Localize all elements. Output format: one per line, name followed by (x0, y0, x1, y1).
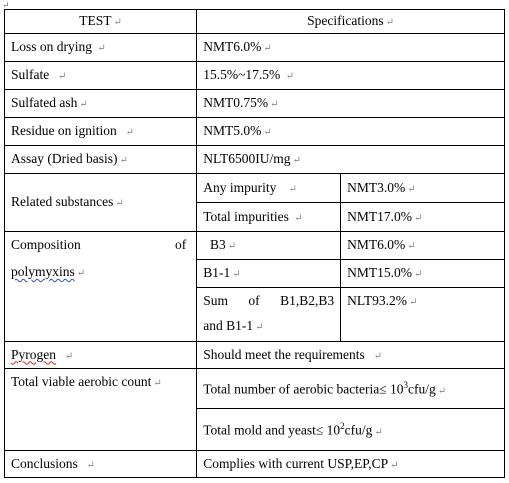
header-test: TEST ↵ (5, 10, 197, 34)
spec-mold-and-yeast: Total mold and yeast≤ $10^2cfu/g$ ↵ (197, 409, 505, 451)
test-composition-of-polymyxins: Composition of polymyxins ↵ (5, 232, 197, 342)
spec-loss-on-drying: NMT6.0% ↵ (197, 34, 505, 62)
label-sum-b1-b2-b3: Sum of B1,B2,B3 and B1-1 ↵ (197, 288, 341, 342)
table-row (5, 62, 505, 90)
test-pyrogen: Pyrogen ↵ (5, 342, 197, 369)
spec-sulfated-ash: NMT0.75% ↵ (197, 90, 505, 118)
table-row (5, 118, 505, 146)
test-related-substances: Related substances ↵ (5, 174, 197, 232)
label-b1-1: B1-1 ↵ (197, 260, 341, 288)
test-residue-on-ignition: Residue on ignition ↵ (5, 118, 197, 146)
test-assay: Assay (Dried basis) ↵ (5, 146, 197, 174)
test-sulfated-ash: Sulfated ash ↵ (5, 90, 197, 118)
test-total-viable-aerobic-count: Total viable aerobic count ↵ (5, 369, 197, 451)
table-row (5, 451, 505, 478)
label-total-impurities: Total impurities ↵ (197, 203, 341, 232)
spec-assay: NLT6500IU/mg ↵ (197, 146, 505, 174)
table-row (5, 34, 505, 62)
value-b1-1: NMT15.0% ↵ (341, 260, 505, 288)
spec-conclusions: Complies with current USP,EP,CP ↵ (197, 451, 505, 478)
value-b3: NMT6.0% ↵ (341, 232, 505, 260)
table-row (5, 90, 505, 118)
paragraph-mark: ↵ (2, 0, 10, 10)
table-row (5, 174, 505, 203)
value-total-impurities: NMT17.0% ↵ (341, 203, 505, 232)
label-any-impurity: Any impurity ↵ (197, 174, 341, 203)
table-row (5, 369, 505, 409)
test-sulfate: Sulfate ↵ (5, 62, 197, 90)
header-row (5, 10, 505, 34)
table-row (5, 232, 505, 260)
table-row (5, 342, 505, 369)
table-row (5, 146, 505, 174)
value-any-impurity: NMT3.0% ↵ (341, 174, 505, 203)
spec-residue-on-ignition: NMT5.0% ↵ (197, 118, 505, 146)
specification-table (4, 9, 505, 478)
spec-sulfate: 15.5%~17.5% ↵ (197, 62, 505, 90)
label-b3: B3 ↵ (197, 232, 341, 260)
spec-aerobic-bacteria: Total number of aerobic bacteria≤ $10^3cfu/g$ ↵ (197, 369, 505, 409)
test-conclusions: Conclusions ↵ (5, 451, 197, 478)
spec-pyrogen: Should meet the requirements ↵ (197, 342, 505, 369)
value-sum-b1-b2-b3: NLT93.2% ↵ (341, 288, 505, 342)
header-specifications: Specifications ↵ (197, 10, 505, 34)
test-loss-on-drying: Loss on drying ↵ (5, 34, 197, 62)
